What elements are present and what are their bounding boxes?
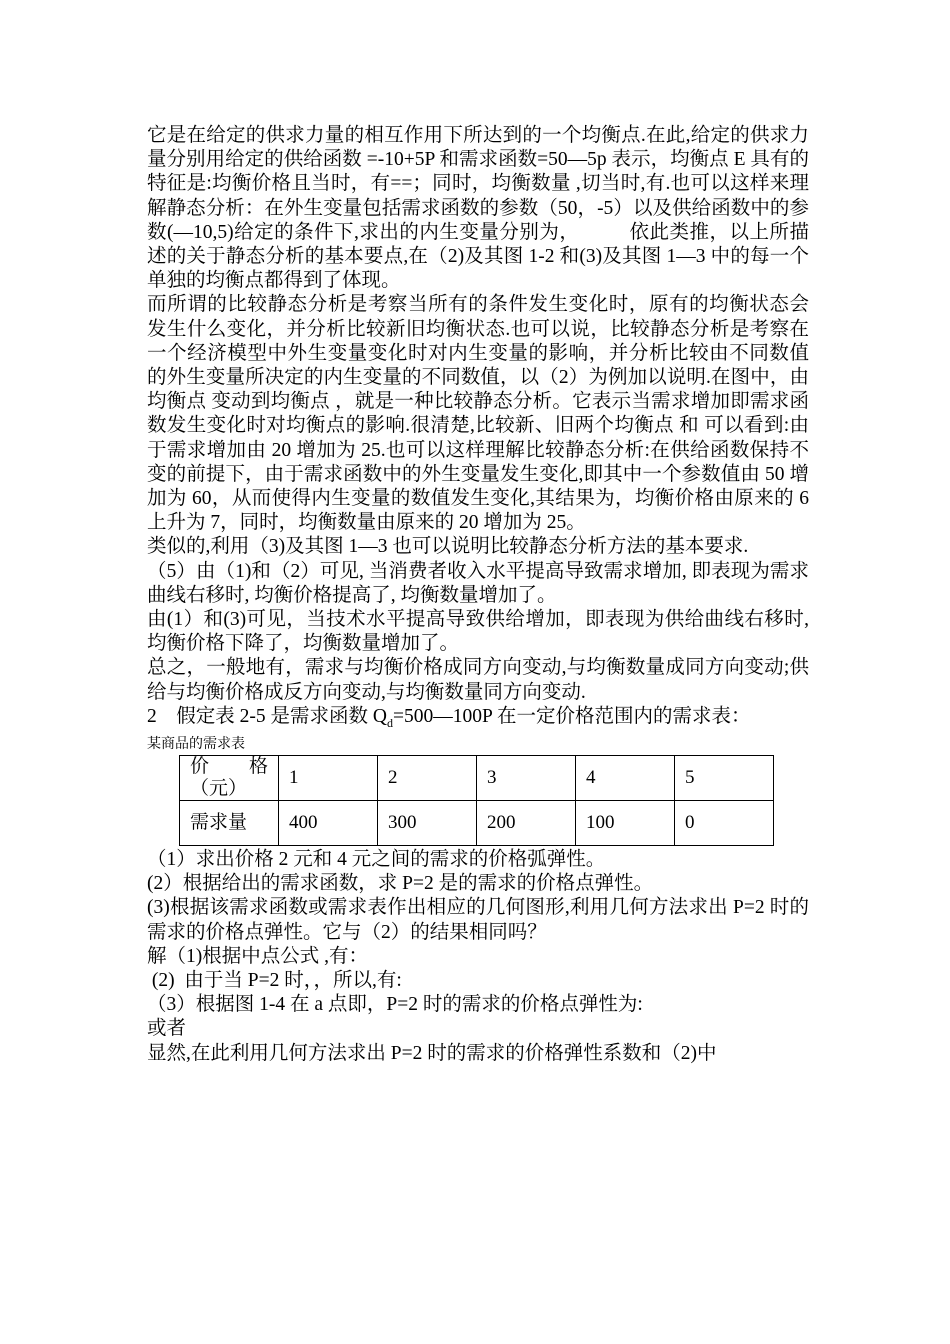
price-cell: 1 <box>279 755 378 800</box>
question-part-2: (2）根据给出的需求函数，求 P=2 是的需求的价格点弹性。 <box>147 873 654 895</box>
answer-or: 或者 <box>147 1018 187 1040</box>
quantity-cell: 300 <box>378 800 477 845</box>
quantity-cell: 0 <box>675 800 774 845</box>
table-caption: 某商品的需求表 <box>147 736 245 752</box>
price-header-unit: （元） <box>190 777 248 799</box>
paragraph-supply-shift: 由(1）和(3)可见，当技术水平提高导致供给增加，即表现为供给曲线右移时,均衡价格下降了，均衡数量增加了。 <box>147 609 809 655</box>
table-row-price <box>180 755 774 800</box>
price-cell: 3 <box>477 755 576 800</box>
price-cell: 5 <box>675 755 774 800</box>
question-2 <box>147 705 809 735</box>
question-part-1: （1）求出价格 2 元和 4 元之间的需求的价格弧弹性。 <box>147 848 606 870</box>
answer-part-2: (2) 由于当 P=2 时，，所以,有: <box>147 969 402 991</box>
price-header-left: 价 <box>190 755 210 777</box>
paragraph-similar: 类似的,利用（3)及其图 1—3 也可以说明比较静态分析方法的基本要求. <box>147 536 749 558</box>
quantity-cell: 200 <box>477 800 576 845</box>
paragraph-comparative-static: 而所谓的比较静态分析是考察当所有的条件发生变化时，原有的均衡状态会发生什么变化，并分析比较新旧均衡状态.也可以说，比较静态分析是考察在一个经济模型中外生变量变化时对内生变量的影响，并分析比较由不同数值的外生变量所决定的内生变量的不同数值，以（2）为例加以说明.在图中，由均衡点 变动到均衡点 ，就是一种比较静态分析。它表示当需求增加即需求函数发生变化时对均衡点的影响.很清楚,比较新、旧两个均衡点 和 可以看到:由于需求增加由 20 增加为 25.也可以这样理解比较静态分析:在供给函数保持不变的前提下，由于需求函数中的外生变量发生变化,即其中一个参数值由 50 增加为 60，从而使得内生变量的数值发生变化,其结果为，均衡价格由原来的 6 上升为 7，同时，均衡数量由原来的 20 增加为 25。 <box>147 294 809 534</box>
answer-conclusion: 显然,在此利用几何方法求出 P=2 时的需求的价格弹性系数和（2)中 <box>147 1042 717 1064</box>
question-2-prefix: 2 假定表 2-5 是需求函数 Q <box>147 705 387 727</box>
quantity-header-cell: 需求量 <box>180 800 279 845</box>
price-header-right: 格 <box>248 755 268 777</box>
question-part-3: (3)根据该需求函数或需求表作出相应的几何图形,利用几何方法求出 P=2 时的需求的价格点弹性。它与（2）的结果相同吗？ <box>147 897 809 943</box>
paragraph-static-analysis: 它是在给定的供求力量的相互作用下所达到的一个均衡点.在此,给定的供求力量分别用给定的供给函数 =-10+5P 和需求函数=50—5p 表示，均衡点 E 具有的特征是:均衡价格且当时，有==；同时，均衡数量 ,切当时,有.也可以这样来理解静态分析：在外生变量包括需求函数的参数（50，-5）以及供给函数中的参数(—10,5)给定的条件下,求出的内生变量分别为， 依此类推，以上所描述的关于静态分析的基本要点,在（2)及其图 1-2 和(3)及其图 1—3 中的每一个单独的均衡点都得到了体现。 <box>147 125 809 292</box>
demand-table <box>179 755 774 846</box>
question-2-suffix: =500—100P 在一定价格范围内的需求表： <box>392 705 751 727</box>
price-header-cell <box>180 755 279 800</box>
price-cell: 4 <box>576 755 675 800</box>
answer-part-3: （3）根据图 1-4 在 a 点即，P=2 时的需求的价格点弹性为: <box>147 994 643 1016</box>
question-2-subscript: d <box>386 715 393 730</box>
answer-part-1: 解（1)根据中点公式 ,有： <box>147 945 368 967</box>
paragraph-summary: 总之，一般地有，需求与均衡价格成同方向变动,与均衡数量成同方向变动;供给与均衡价格成反方向变动,与均衡数量同方向变动. <box>147 657 809 703</box>
document-body <box>147 124 809 1066</box>
table-row-quantity <box>180 800 774 845</box>
quantity-cell: 400 <box>279 800 378 845</box>
quantity-cell: 100 <box>576 800 675 845</box>
price-cell: 2 <box>378 755 477 800</box>
paragraph-point-5: （5）由（1)和（2）可见, 当消费者收入水平提高导致需求增加, 即表现为需求曲线右移时, 均衡价格提高了, 均衡数量增加了。 <box>147 560 809 606</box>
